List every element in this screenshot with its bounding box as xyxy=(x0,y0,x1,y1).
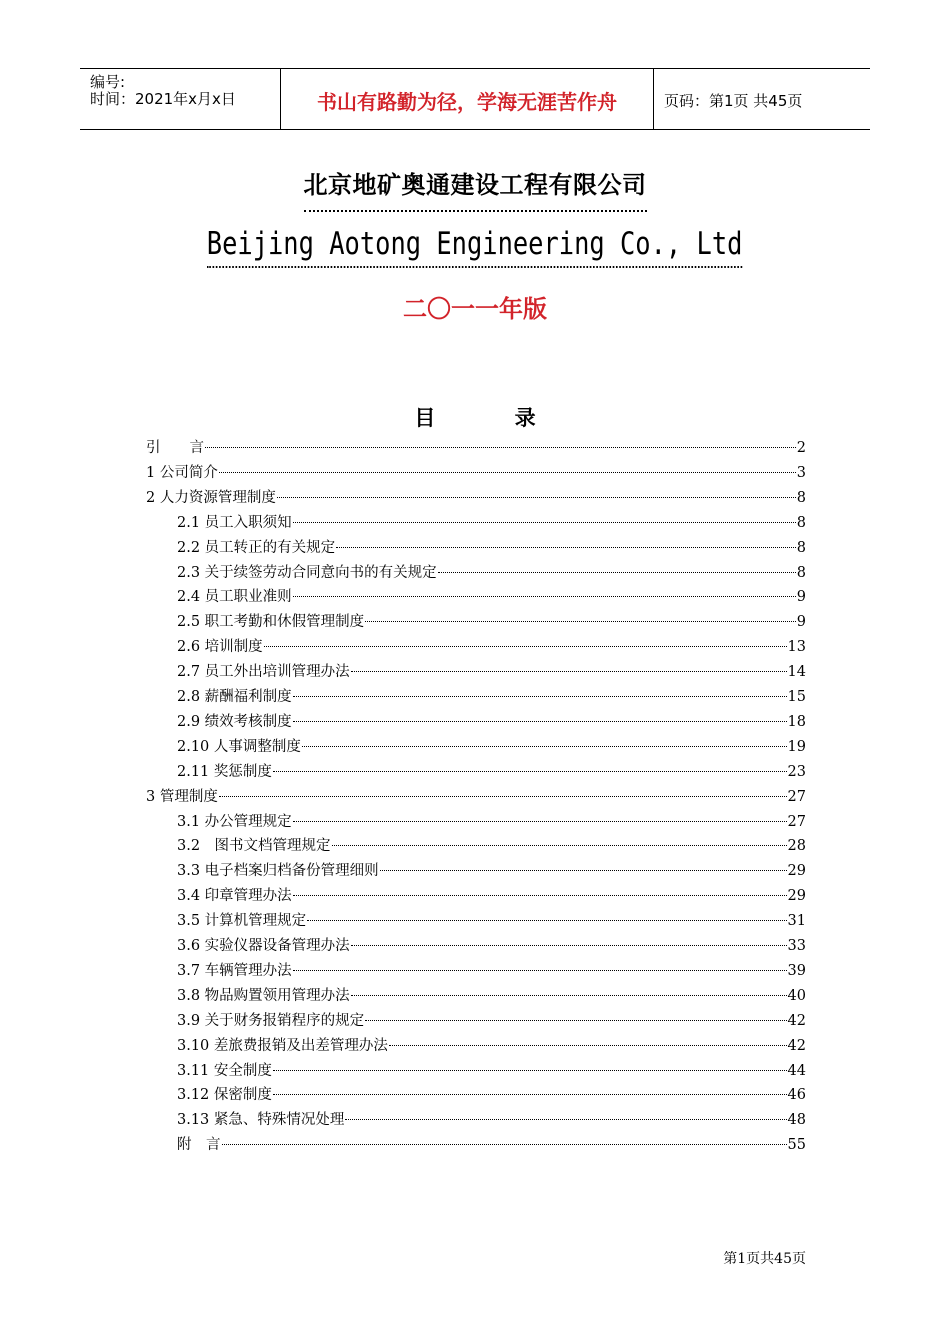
toc-entry[interactable] xyxy=(177,984,806,1006)
toc-entry-title: 2.5 职工考勤和休假管理制度 xyxy=(177,614,365,631)
toc-entry-page: 27 xyxy=(787,788,806,805)
toc-leader-dots xyxy=(293,596,796,597)
toc-leader-dots xyxy=(293,522,796,523)
toc-leader-dots xyxy=(351,945,787,946)
number-label: 编号: xyxy=(90,73,126,91)
toc-leader-dots xyxy=(273,1070,787,1071)
company-name-en-block xyxy=(0,226,950,268)
toc-entry-page: 8 xyxy=(796,489,806,506)
toc-leader-dots xyxy=(273,771,787,772)
toc-entry-page: 15 xyxy=(787,689,806,705)
company-name-cn-block xyxy=(0,165,950,212)
toc-leader-dots xyxy=(389,1045,787,1046)
toc-leader-dots xyxy=(307,920,786,921)
toc-entry-page: 29 xyxy=(787,863,806,880)
toc-entry[interactable] xyxy=(177,959,806,981)
toc-entry-title: 3 管理制度 xyxy=(146,788,218,805)
toc-entry-page: 33 xyxy=(787,938,806,954)
toc-leader-dots xyxy=(219,472,796,473)
toc-entry-title: 2.7 员工外出培训管理办法 xyxy=(177,664,350,681)
toc-entry-title: 2.9 绩效考核制度 xyxy=(177,713,292,730)
toc-entry-title: 3.11 安全制度 xyxy=(177,1062,272,1079)
toc-entry-page: 9 xyxy=(796,589,806,606)
toc-entry-title: 3.10 差旅费报销及出差管理办法 xyxy=(177,1037,388,1054)
toc-entry[interactable] xyxy=(177,685,806,707)
toc-leader-dots xyxy=(351,995,787,996)
toc-leader-dots xyxy=(293,895,787,896)
toc-entry-title: 2.11 奖惩制度 xyxy=(177,763,272,780)
company-name-en: Beijing Aotong Engineering Co., Ltd xyxy=(207,226,743,268)
toc-leader-dots xyxy=(365,621,796,622)
toc-entry[interactable] xyxy=(146,461,806,483)
toc-leader-dots xyxy=(365,1020,786,1021)
toc-leader-dots xyxy=(345,1119,786,1120)
toc-entry[interactable] xyxy=(177,909,806,931)
toc-leader-dots xyxy=(273,1094,787,1095)
toc-leader-dots xyxy=(336,547,796,548)
toc-leader-dots xyxy=(293,821,787,822)
toc-entry[interactable] xyxy=(177,635,806,657)
toc-entry-title: 1 公司简介 xyxy=(146,464,218,481)
toc-entry-title: 2.2 员工转正的有关规定 xyxy=(177,539,336,556)
document-header xyxy=(80,68,870,130)
toc-leader-dots xyxy=(293,721,787,722)
toc-entry-title: 3.6 实验仪器设备管理办法 xyxy=(177,938,350,954)
toc-entry[interactable] xyxy=(177,934,806,956)
toc-entry[interactable] xyxy=(177,710,806,732)
toc-entry[interactable] xyxy=(177,660,806,682)
toc-leader-dots xyxy=(264,646,787,647)
toc-entry-title: 3.13 紧急、特殊情况处理 xyxy=(177,1112,345,1129)
toc-entry-page: 23 xyxy=(787,763,806,780)
toc-entry-title: 3.9 关于财务报销程序的规定 xyxy=(177,1012,365,1029)
header-page-cell xyxy=(654,69,870,129)
toc-entry[interactable] xyxy=(177,610,806,632)
toc-entry-page: 8 xyxy=(796,564,806,581)
toc-entry-title: 2.6 培训制度 xyxy=(177,639,263,656)
toc-entry-page: 42 xyxy=(787,1037,806,1054)
toc-entry-page: 2 xyxy=(796,440,806,456)
toc-entry[interactable] xyxy=(177,1133,806,1155)
toc-entry-title: 2.8 薪酬福利制度 xyxy=(177,689,292,705)
toc-entry-page: 39 xyxy=(787,962,806,979)
toc-entry[interactable] xyxy=(177,561,806,583)
header-page-info: 页码：第1页 共45页 xyxy=(664,92,803,110)
toc-leader-dots xyxy=(351,671,787,672)
toc-entry[interactable] xyxy=(177,511,806,533)
toc-entry[interactable] xyxy=(177,1009,806,1031)
toc-leader-dots xyxy=(293,696,787,697)
toc-entry-page: 9 xyxy=(796,614,806,631)
toc-entry[interactable] xyxy=(146,436,806,458)
toc-entry-page: 29 xyxy=(787,888,806,905)
toc-entry-page: 28 xyxy=(787,838,806,855)
toc-entry[interactable] xyxy=(177,884,806,906)
toc-entry-page: 42 xyxy=(787,1012,806,1029)
toc-entry-page: 48 xyxy=(787,1112,806,1129)
toc-entry-page: 19 xyxy=(787,738,806,755)
toc-entry-title: 附 言 xyxy=(177,1137,221,1154)
toc-entry-title: 3.12 保密制度 xyxy=(177,1087,272,1104)
toc-entry[interactable] xyxy=(177,1083,806,1105)
toc-entry-title: 3.7 车辆管理办法 xyxy=(177,962,292,979)
toc-leader-dots xyxy=(277,497,796,498)
toc-entry-page: 40 xyxy=(787,987,806,1004)
toc-entry[interactable] xyxy=(177,760,806,782)
toc-entry[interactable] xyxy=(177,735,806,757)
toc-leader-dots xyxy=(205,447,796,448)
toc-leader-dots xyxy=(380,870,787,871)
toc-entry-page: 8 xyxy=(796,514,806,531)
toc-entry-page: 27 xyxy=(787,813,806,830)
toc-entry[interactable] xyxy=(177,810,806,832)
toc-leader-dots xyxy=(438,572,796,573)
toc-entry[interactable] xyxy=(177,585,806,607)
toc-entry-title: 3.2 图书文档管理规定 xyxy=(177,838,331,855)
toc-entry[interactable] xyxy=(177,834,806,856)
toc-entry[interactable] xyxy=(146,785,806,807)
toc-entry-page: 55 xyxy=(787,1137,806,1154)
toc-leader-dots xyxy=(332,845,787,846)
toc-entry-page: 3 xyxy=(796,464,806,481)
toc-entry-page: 8 xyxy=(796,539,806,556)
toc-entry-page: 31 xyxy=(787,913,806,930)
toc-entry-title: 2.3 关于续签劳动合同意向书的有关规定 xyxy=(177,564,437,581)
toc-entry-title: 2.10 人事调整制度 xyxy=(177,738,301,755)
footer-page-info: 第1页共45页 xyxy=(723,1251,806,1267)
date-line: 时间：2021年x月x日 xyxy=(90,90,236,108)
toc-entry-title: 引 言 xyxy=(146,440,204,456)
toc-entry-title: 3.8 物品购置领用管理办法 xyxy=(177,987,350,1004)
toc-entry-page: 13 xyxy=(787,639,806,656)
toc-entry-title: 2 人力资源管理制度 xyxy=(146,489,276,506)
toc-entry-title: 3.5 计算机管理规定 xyxy=(177,913,307,930)
toc-leader-dots xyxy=(293,970,787,971)
toc-entry-title: 2.4 员工职业准则 xyxy=(177,589,292,606)
toc-leader-dots xyxy=(222,1144,787,1145)
edition-label: 二〇一一年版 xyxy=(403,295,547,323)
header-meta-cell xyxy=(80,69,281,129)
header-motto-cell xyxy=(281,69,654,129)
toc-entry-title: 3.4 印章管理办法 xyxy=(177,888,292,905)
toc-entry-page: 14 xyxy=(787,664,806,681)
toc-entry[interactable] xyxy=(177,1059,806,1081)
toc-entry[interactable] xyxy=(177,1108,806,1130)
toc-entry[interactable] xyxy=(146,486,806,508)
toc-entry-page: 18 xyxy=(787,713,806,730)
toc-heading: 目 录 xyxy=(414,405,572,430)
toc-entry[interactable] xyxy=(177,536,806,558)
toc-entry-page: 44 xyxy=(787,1062,806,1079)
toc-entry-page: 46 xyxy=(787,1087,806,1104)
toc-entry[interactable] xyxy=(177,859,806,881)
toc-entry-title: 2.1 员工入职须知 xyxy=(177,514,292,531)
toc-entry-title: 3.1 办公管理规定 xyxy=(177,813,292,830)
toc-entry-title: 3.3 电子档案归档备份管理细则 xyxy=(177,863,379,880)
header-motto: 书山有路勤为径，学海无涯苦作舟 xyxy=(317,90,617,114)
toc-leader-dots xyxy=(302,746,787,747)
company-name-cn: 北京地矿奥通建设工程有限公司 xyxy=(304,165,647,212)
toc-leader-dots xyxy=(219,796,787,797)
toc-entry[interactable] xyxy=(177,1034,806,1056)
